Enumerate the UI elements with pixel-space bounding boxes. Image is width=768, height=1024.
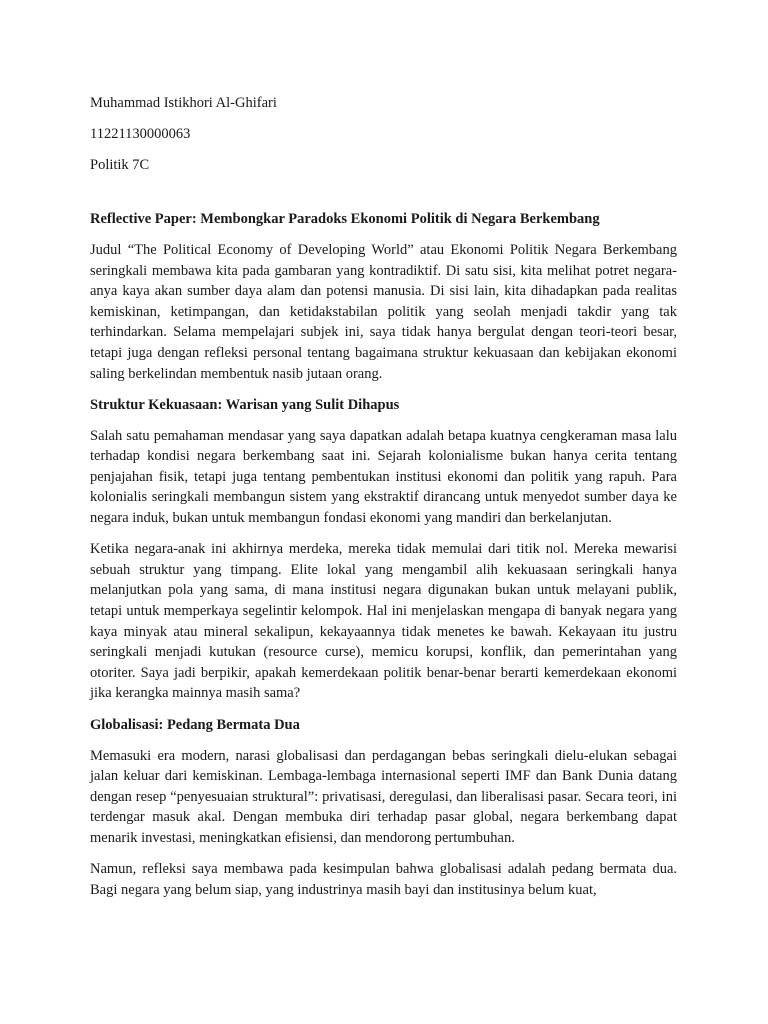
paragraph: Ketika negara-anak ini akhirnya merdeka, mereka tidak memulai dari titik nol. Mereka mewarisi sebuah struktur yang timpang. Elite lokal yang mengambil alih kekuasaan seringkali hanya melanjutkan pola yang sama, di mana institusi negara digunakan bukan untuk melayani publik, tetapi untuk memperkaya segelintir kelompok. Hal ini menjelaskan mengapa di banyak negara yang kaya minyak atau mineral sekalipun, kekayaannya tidak menetes ke bawah. Kekayaan itu justru seringkali menjadi kutukan (resource curse), memicu korupsi, konflik, dan pemerintahan yang otoriter. Saya jadi berpikir, apakah kemerdekaan politik benar-benar berarti kemerdekaan ekonomi jika kerangka mainnya masih sama?	[90, 541, 677, 702]
section-heading-struktur: Struktur Kekuasaan: Warisan yang Sulit Dihapus	[90, 396, 400, 413]
paragraph: Salah satu pemahaman mendasar yang saya dapatkan adalah betapa kuatnya cengkeraman masa lalu terhadap kondisi negara berkembang saat ini. Sejarah kolonialisme bukan hanya cerita tentang penjajahan fisik, tetapi juga tentang pembentukan institusi ekonomi dan politik yang rapuh. Para kolonialis seringkali membangun sistem yang ekstraktif dirancang untuk menyedot sumber daya ke negara induk, bukan untuk membangun fondasi ekonomi yang mandiri dan berkelanjutan.	[90, 427, 677, 527]
paragraph: Namun, refleksi saya membawa pada kesimpulan bahwa globalisasi adalah pedang bermata dua. Bagi negara yang belum siap, yang industrinya masih bayi dan institusinya belum kuat,	[90, 861, 677, 898]
intro-paragraph: Judul “The Political Economy of Developing World” atau Ekonomi Politik Negara Berkembang seringkali membawa kita pada gambaran yang kontradiktif. Di satu sisi, kita melihat potret negara-anya kaya akan sumber daya alam dan potensi manusia. Di sisi lain, kita dihadapkan pada realitas kemiskinan, ketimpangan, dan ketidakstabilan politik yang seolah menjadi takdir yang tak terhindarkan. Selama mempelajari subjek ini, saya tidak hanya bergulat dengan teori-teori besar, tetapi juga dengan refleksi personal tentang bagaimana struktur kekuasaan dan kebijakan ekonomi saling berkelindan membentuk nasib jutaan orang.	[90, 241, 677, 382]
paper-title: Reflective Paper: Membongkar Paradoks Ekonomi Politik di Negara Berkembang	[90, 210, 600, 227]
document-page	[90, 93, 677, 911]
student-id: 11221130000063	[90, 125, 191, 142]
class-label: Politik 7C	[90, 156, 150, 173]
section-heading-globalisasi: Globalisasi: Pedang Bermata Dua	[90, 716, 300, 733]
paragraph: Memasuki era modern, narasi globalisasi dan perdagangan bebas seringkali dielu-elukan sebagai jalan keluar dari kemiskinan. Lembaga-lembaga internasional seperti IMF dan Bank Dunia datang dengan resep “penyesuaian struktural”: privatisasi, deregulasi, dan liberalisasi pasar. Secara teori, ini terdengar masuk akal. Dengan membuka diri terhadap pasar global, negara berkembang dapat menarik investasi, meningkatkan efisiensi, dan mendorong pertumbuhan.	[90, 747, 677, 846]
author-name: Muhammad Istikhori Al-Ghifari	[90, 95, 277, 111]
spacer	[90, 186, 677, 209]
